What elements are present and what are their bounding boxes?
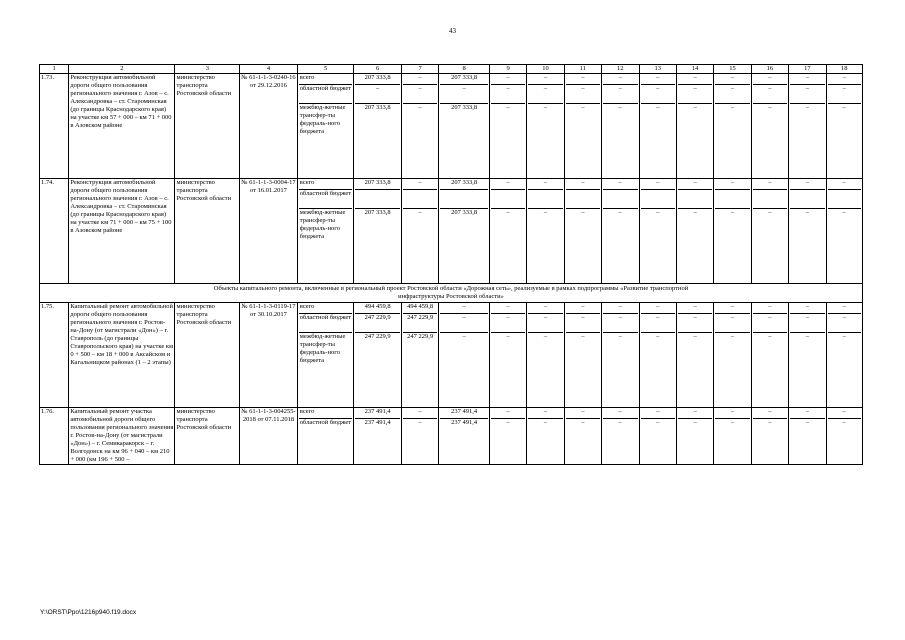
dash-value: – xyxy=(656,74,660,81)
dash-value: – xyxy=(768,333,772,340)
expertise-doc: № 61-1-1-3-0004-17 от 16.01.2017 xyxy=(240,179,298,284)
dash-value: – xyxy=(656,408,660,415)
dash-value: – xyxy=(543,74,548,81)
amount-value: 237 491,4 xyxy=(451,419,478,426)
col-13-cell xyxy=(639,408,676,465)
dash-value: – xyxy=(581,104,585,111)
dash-value: – xyxy=(842,419,846,426)
dash-value: – xyxy=(693,333,697,340)
amount-value: – xyxy=(462,85,466,92)
col-16-cell xyxy=(751,74,788,179)
col-16-cell xyxy=(751,303,788,408)
dash-value: – xyxy=(768,74,772,81)
dash-value: – xyxy=(618,303,622,310)
amount-value: 494 459,8 xyxy=(364,303,391,310)
dash-value: – xyxy=(805,419,809,426)
dash-value: – xyxy=(506,314,510,321)
section-title: Объекты капитального ремонта, включенные в региональный проект Ростовской области «Дорожная сеть», реализуемые в рамках подпрограммы «Развитие транспортной инфраструктуры Ростовской области» xyxy=(40,284,863,303)
amount-value: 207 333,8 xyxy=(451,104,478,111)
amount-value: 207 333,8 xyxy=(364,74,391,81)
dash-value: – xyxy=(805,314,809,321)
amount-value: – xyxy=(418,408,422,415)
col-11-cell xyxy=(564,179,601,284)
funding-source: областной бюджет xyxy=(299,314,352,321)
dash-value: – xyxy=(842,303,846,310)
amount-value: – xyxy=(418,74,422,81)
amount-value: – xyxy=(462,314,466,321)
dash-value: – xyxy=(805,209,809,216)
table-row xyxy=(40,303,863,408)
dash-value: – xyxy=(842,408,846,415)
dash-value: – xyxy=(543,314,548,321)
dash-value: – xyxy=(506,419,510,426)
dash-value: – xyxy=(581,303,585,310)
dash-value: – xyxy=(693,303,697,310)
responsible-org: министерство транспорта Ростовской области xyxy=(175,179,240,284)
dash-value: – xyxy=(768,104,772,111)
dash-value: – xyxy=(805,408,809,415)
amount-value: – xyxy=(418,179,422,186)
col-12-cell xyxy=(602,74,639,179)
dash-value: – xyxy=(543,408,548,415)
col-14-cell xyxy=(676,74,713,179)
funding-source: областной бюджет xyxy=(299,85,352,92)
column-header: 6 xyxy=(354,65,402,74)
dash-value: – xyxy=(656,303,660,310)
col-14-cell xyxy=(676,303,713,408)
amount-value: 247 229,9 xyxy=(407,314,434,321)
col-6-cell xyxy=(354,303,402,408)
dash-value: – xyxy=(730,408,735,415)
dash-value: – xyxy=(656,314,660,321)
dash-value: – xyxy=(581,85,585,92)
amount-value: – xyxy=(418,419,422,426)
funding-source: всего xyxy=(299,303,315,310)
col-6-cell xyxy=(354,408,402,465)
column-header: 18 xyxy=(826,65,862,74)
dash-value: – xyxy=(581,419,585,426)
dash-value: – xyxy=(730,314,735,321)
col-7-cell xyxy=(401,408,438,465)
col-18-cell xyxy=(826,179,862,284)
column-header: 17 xyxy=(789,65,826,74)
col-15-cell xyxy=(714,74,751,179)
amount-value: 237 491,4 xyxy=(451,408,478,415)
col-15-cell xyxy=(714,303,751,408)
col-18-cell xyxy=(826,74,862,179)
table-row xyxy=(40,179,863,284)
dash-value: – xyxy=(768,408,772,415)
dash-value: – xyxy=(656,104,660,111)
footer-file-path: Y:\ORST\Ppo\1216p940.f19.docx xyxy=(40,609,137,616)
col-15-cell xyxy=(714,408,751,465)
col-9-cell xyxy=(489,74,526,179)
col-16-cell xyxy=(751,179,788,284)
dash-value: – xyxy=(543,209,548,216)
col-13-cell xyxy=(639,179,676,284)
dash-value: – xyxy=(543,179,548,186)
col-17-cell xyxy=(789,179,826,284)
dash-value: – xyxy=(581,408,585,415)
col-14-cell xyxy=(676,179,713,284)
dash-value: – xyxy=(768,85,772,92)
dash-value: – xyxy=(618,104,622,111)
col-17-cell xyxy=(789,74,826,179)
amount-value: 207 333,8 xyxy=(451,209,478,216)
column-header: 13 xyxy=(639,65,676,74)
dash-value: – xyxy=(805,179,809,186)
dash-value: – xyxy=(693,408,697,415)
col-7-cell xyxy=(401,179,438,284)
dash-value: – xyxy=(842,74,846,81)
col-7-cell xyxy=(401,74,438,179)
col-5-cell xyxy=(297,303,354,408)
funding-source: всего xyxy=(299,179,315,186)
expertise-doc: № 61-1-1-3-0119-17 от 30.10.2017 xyxy=(240,303,298,408)
amount-value: 237 491,4 xyxy=(364,419,391,426)
column-header: 10 xyxy=(527,65,564,74)
dash-value: – xyxy=(506,333,510,340)
amount-value: 207 333,8 xyxy=(364,209,391,216)
column-header: 4 xyxy=(240,65,298,74)
dash-value: – xyxy=(618,419,622,426)
dash-value: – xyxy=(730,303,735,310)
column-header: 5 xyxy=(297,65,354,74)
amount-value: 207 333,8 xyxy=(451,179,478,186)
dash-value: – xyxy=(693,85,697,92)
object-name: Реконструкция автомобильной дороги общего пользования регионального значения г. Азов – с. Александровка – ст. Староминская (до границы Краснодарского края) на участке км 57 + 000 – км 71 + 000 в Азовском районе xyxy=(69,74,175,179)
column-header: 9 xyxy=(489,65,526,74)
dash-value: – xyxy=(730,74,735,81)
dash-value: – xyxy=(506,85,510,92)
dash-value: – xyxy=(768,179,772,186)
col-12-cell xyxy=(602,303,639,408)
col-11-cell xyxy=(564,303,601,408)
dash-value: – xyxy=(768,209,772,216)
col-10-cell xyxy=(527,408,564,465)
col-10-cell xyxy=(527,74,564,179)
col-12-cell xyxy=(602,179,639,284)
dash-value: – xyxy=(506,209,510,216)
object-name: Реконструкция автомобильной дороги общего пользования регионального значения г. Азов – с. Александровка – ст. Староминская (до границы Краснодарского края) на участке км 71 + 000 – км 75 + 100 в Азовском районе xyxy=(69,179,175,284)
amount-value: 207 333,8 xyxy=(364,179,391,186)
dash-value: – xyxy=(618,314,622,321)
funding-source: всего xyxy=(299,74,315,81)
amount-value: – xyxy=(418,209,422,216)
column-header: 15 xyxy=(714,65,751,74)
col-11-cell xyxy=(564,74,601,179)
col-9-cell xyxy=(489,303,526,408)
budget-table xyxy=(39,64,863,465)
dash-value: – xyxy=(842,85,846,92)
expertise-doc: № 61-1-1-3-0240-16 от 29.12.2016 xyxy=(240,74,298,179)
amount-value: 207 333,8 xyxy=(364,104,391,111)
funding-source: всего xyxy=(299,408,315,415)
dash-value: – xyxy=(693,74,697,81)
col-5-cell xyxy=(297,74,354,179)
dash-value: – xyxy=(693,314,697,321)
col-17-cell xyxy=(789,303,826,408)
amount-value: – xyxy=(376,85,380,92)
col-6-cell xyxy=(354,74,402,179)
row-number: 1.75. xyxy=(40,303,69,408)
page-number: 43 xyxy=(449,27,456,35)
dash-value: – xyxy=(581,179,585,186)
dash-value: – xyxy=(581,333,585,340)
object-name: Капитальный ремонт участка автомобильной дороги общего пользования регионального значения г. Ростов-на-Дону (от магистрали «Дон») – г. Семикаракорск – г. Волгодонск на км 96 + 040 – км 210 + 000 (км 196 + 500 – xyxy=(70,408,174,463)
column-header: 2 xyxy=(69,65,175,74)
col-16-cell xyxy=(751,408,788,465)
col-5-cell xyxy=(297,408,354,465)
dash-value: – xyxy=(618,209,622,216)
dash-value: – xyxy=(618,74,622,81)
funding-source: областной бюджет xyxy=(299,419,352,426)
dash-value: – xyxy=(730,419,735,426)
responsible-org: министерство транспорта Ростовской области xyxy=(175,408,240,465)
dash-value: – xyxy=(656,333,660,340)
dash-value: – xyxy=(693,209,697,216)
dash-value: – xyxy=(656,209,660,216)
dash-value: – xyxy=(805,104,809,111)
dash-value: – xyxy=(842,104,846,111)
dash-value: – xyxy=(581,314,585,321)
funding-source: межбюд-жетные трансфер-ты федераль-ного бюджета xyxy=(299,104,346,135)
dash-value: – xyxy=(693,179,697,186)
col-17-cell xyxy=(789,408,826,465)
col-15-cell xyxy=(714,179,751,284)
dash-value: – xyxy=(618,333,622,340)
row-number: 1.74. xyxy=(40,179,69,284)
dash-value: – xyxy=(693,104,697,111)
amount-value: 237 491,4 xyxy=(364,408,391,415)
col-13-cell xyxy=(639,303,676,408)
col-9-cell xyxy=(489,408,526,465)
dash-value: – xyxy=(842,333,846,340)
dash-value: – xyxy=(581,209,585,216)
dash-value: – xyxy=(506,104,510,111)
dash-value: – xyxy=(656,85,660,92)
amount-value: 207 333,8 xyxy=(451,74,478,81)
funding-source: областной бюджет xyxy=(299,190,352,197)
amount-value: – xyxy=(418,104,422,111)
dash-value: – xyxy=(506,408,510,415)
amount-value: 247 229,9 xyxy=(364,333,391,340)
dash-value: – xyxy=(730,333,735,340)
dash-value: – xyxy=(842,179,846,186)
column-number-row xyxy=(40,65,863,74)
dash-value: – xyxy=(506,303,510,310)
amount-value: 494 459,8 xyxy=(407,303,434,310)
dash-value: – xyxy=(618,179,622,186)
dash-value: – xyxy=(730,104,735,111)
dash-value: – xyxy=(543,85,548,92)
expertise-doc: № 61-1-1-3-004255-2018 от 07.11.2018 xyxy=(240,408,298,465)
responsible-org: министерство транспорта Ростовской области xyxy=(175,303,240,408)
column-header: 8 xyxy=(439,65,490,74)
column-header: 7 xyxy=(401,65,438,74)
col-8-cell xyxy=(439,74,490,179)
dash-value: – xyxy=(543,333,548,340)
dash-value: – xyxy=(618,85,622,92)
dash-value: – xyxy=(805,74,809,81)
dash-value: – xyxy=(506,179,510,186)
dash-value: – xyxy=(842,209,846,216)
dash-value: – xyxy=(543,419,548,426)
col-8-cell xyxy=(439,408,490,465)
dash-value: – xyxy=(768,303,772,310)
section-header-row xyxy=(40,284,863,303)
dash-value: – xyxy=(693,419,697,426)
col-12-cell xyxy=(602,408,639,465)
col-10-cell xyxy=(527,303,564,408)
col-7-cell xyxy=(401,303,438,408)
funding-source: межбюд-жетные трансфер-ты федераль-ного бюджета xyxy=(299,333,346,364)
col-11-cell xyxy=(564,408,601,465)
column-header: 11 xyxy=(564,65,601,74)
col-6-cell xyxy=(354,179,402,284)
funding-source: межбюд-жетные трансфер-ты федераль-ного бюджета xyxy=(299,209,346,240)
table-row xyxy=(40,408,863,465)
dash-value: – xyxy=(805,333,809,340)
col-14-cell xyxy=(676,408,713,465)
amount-value: – xyxy=(418,85,422,92)
table-row xyxy=(40,74,863,179)
column-header: 16 xyxy=(751,65,788,74)
dash-value: – xyxy=(768,314,772,321)
dash-value: – xyxy=(618,408,622,415)
col-9-cell xyxy=(489,179,526,284)
dash-value: – xyxy=(842,314,846,321)
column-header: 14 xyxy=(676,65,713,74)
dash-value: – xyxy=(506,74,510,81)
col-18-cell xyxy=(826,408,862,465)
row-number: 1.76. xyxy=(40,408,69,465)
responsible-org: министерство транспорта Ростовской области xyxy=(175,74,240,179)
column-header: 1 xyxy=(40,65,69,74)
dash-value: – xyxy=(805,303,809,310)
dash-value: – xyxy=(656,179,660,186)
amount-value: 247 229,9 xyxy=(364,314,391,321)
col-8-cell xyxy=(439,179,490,284)
dash-value: – xyxy=(543,104,548,111)
object-name: Капитальный ремонт автомобильной дороги общего пользования регионального значения г. Ростов-на-Дону (от магистрали «Дон») – г. Ставрополь (до границы Ставропольского края) на участке км 0 + 500 – км 18 + 000 в Аксайском и Кагальницком районах (1 – 2 этапы) xyxy=(69,303,175,408)
col-8-cell xyxy=(439,303,490,408)
col-13-cell xyxy=(639,74,676,179)
dash-value: – xyxy=(543,303,548,310)
dash-value: – xyxy=(730,209,735,216)
column-header: 12 xyxy=(602,65,639,74)
amount-value: – xyxy=(462,333,466,340)
column-header: 3 xyxy=(175,65,240,74)
dash-value: – xyxy=(656,419,660,426)
dash-value: – xyxy=(581,74,585,81)
col-10-cell xyxy=(527,179,564,284)
dash-value: – xyxy=(805,85,809,92)
amount-value: 247 229,9 xyxy=(407,333,434,340)
amount-value: – xyxy=(462,303,466,310)
dash-value: – xyxy=(768,419,772,426)
dash-value: – xyxy=(730,85,735,92)
col-18-cell xyxy=(826,303,862,408)
col-5-cell xyxy=(297,179,354,284)
row-number: 1.73. xyxy=(40,74,69,179)
dash-value: – xyxy=(730,179,735,186)
